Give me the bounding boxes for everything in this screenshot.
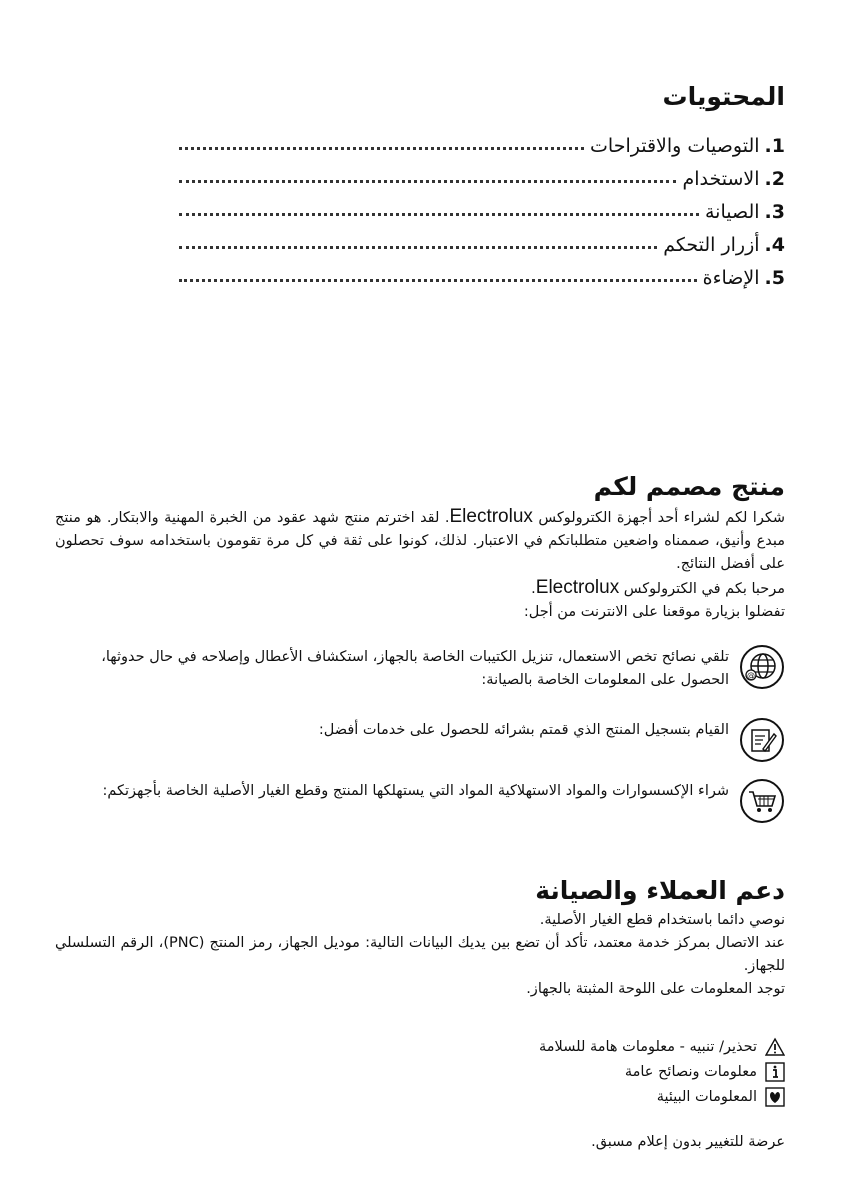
shopping-cart-icon	[739, 778, 785, 824]
symbol-legend	[55, 1034, 785, 1109]
toc-leader-dots	[179, 246, 657, 249]
intro-text-b: . لقد اخترتم منتج شهد عقود من الخبرة المهنية والابتكار. هو منتج مبدع وأنيق، صممناه واضعين متطلباتكم في الاعتبار. لذلك، كونوا على ثقة في كل مرة تقومون باستخدامه سوف تحصلون على أفضل النتائج.	[55, 510, 785, 572]
legend-text: المعلومات البيئية	[656, 1088, 757, 1105]
toc-item-number: 1.	[764, 135, 785, 157]
toc-leader-dots	[179, 147, 584, 150]
toc-item[interactable]	[179, 256, 785, 289]
toc-leader-dots	[179, 279, 697, 282]
toc-item-label: الإضاءة	[702, 267, 760, 289]
online-item-text: تلقي نصائح تخص الاستعمال، تنزيل الكتيبات الخاصة بالجهاز، استكشاف الأعطال وإصلاحه في حال حدوثها، الحصول على المعلومات الخاصة بالصيانة:	[101, 649, 729, 688]
toc-item[interactable]	[179, 157, 785, 190]
support-paragraph: عند الاتصال بمركز خدمة معتمد، تأكد أن تضع بين يديك البيانات التالية: موديل الجهاز، رمز المنتج (PNC)، الرقم التسلسلي للجهاز.	[55, 935, 785, 974]
legend-item	[55, 1034, 785, 1059]
toc-item[interactable]	[179, 223, 785, 256]
footer-note: عرضة للتغيير بدون إعلام مسبق.	[591, 1134, 785, 1150]
toc-item-label: الصيانة	[705, 201, 760, 223]
toc-leader-dots	[179, 213, 699, 216]
registration-icon	[739, 717, 785, 763]
website-line: تفضلوا بزيارة موقعنا على الانترنت من أجل:	[523, 604, 785, 620]
support-paragraph: توجد المعلومات على اللوحة المثبتة بالجهاز.	[526, 981, 785, 997]
intro-text	[55, 505, 785, 624]
toc-item-number: 4.	[764, 234, 785, 256]
intro-heading: منتج مصمم لكم	[593, 472, 785, 501]
legend-text: معلومات ونصائح عامة	[624, 1063, 757, 1080]
welcome-end: .	[531, 581, 536, 597]
globe-icon	[739, 644, 785, 690]
support-text	[55, 909, 785, 1001]
support-paragraph: نوصي دائما باستخدام قطع الغيار الأصلية.	[539, 912, 785, 928]
intro-text-a: شكرا لكم لشراء أحد أجهزة الكترولوكس	[538, 510, 785, 526]
toc-leader-dots	[179, 180, 676, 183]
toc-item[interactable]	[179, 190, 785, 223]
toc-item-number: 2.	[764, 168, 785, 190]
online-item-registration	[55, 717, 785, 763]
legend-text: تحذير/ تنبيه - معلومات هامة للسلامة	[539, 1038, 757, 1055]
table-of-contents	[179, 124, 785, 289]
toc-item-number: 5.	[764, 267, 785, 289]
svg-text:@: @	[747, 671, 755, 680]
brand-name: Electrolux	[449, 506, 533, 527]
environment-icon	[765, 1087, 785, 1107]
toc-item-label: التوصيات والاقتراحات	[590, 135, 760, 157]
online-item-text: شراء الإكسسوارات والمواد الاستهلاكية المواد التي يستهلكها المنتج وقطع الغيار الأصلية الخاصة بأجهزتكم:	[102, 783, 729, 799]
intro-paragraph	[55, 505, 785, 576]
welcome-line	[55, 576, 785, 601]
legend-item	[55, 1084, 785, 1109]
brand-name: Electrolux	[535, 577, 620, 598]
online-item-text: القيام بتسجيل المنتج الذي قمتم بشرائه للحصول على خدمات أفضل:	[318, 722, 729, 738]
warning-icon	[765, 1037, 785, 1057]
welcome-text: مرحبا بكم في الكترولوكس	[623, 581, 785, 597]
support-heading: دعم العملاء والصيانة	[535, 876, 785, 905]
toc-item-label: الاستخدام	[682, 168, 760, 190]
info-icon	[765, 1062, 785, 1082]
online-item-shop	[55, 778, 785, 824]
toc-item-label: أزرار التحكم	[663, 234, 760, 256]
online-item-support	[55, 644, 785, 692]
toc-item-number: 3.	[764, 201, 785, 223]
toc-item[interactable]	[179, 124, 785, 157]
toc-title: المحتويات	[662, 82, 785, 111]
legend-item	[55, 1059, 785, 1084]
